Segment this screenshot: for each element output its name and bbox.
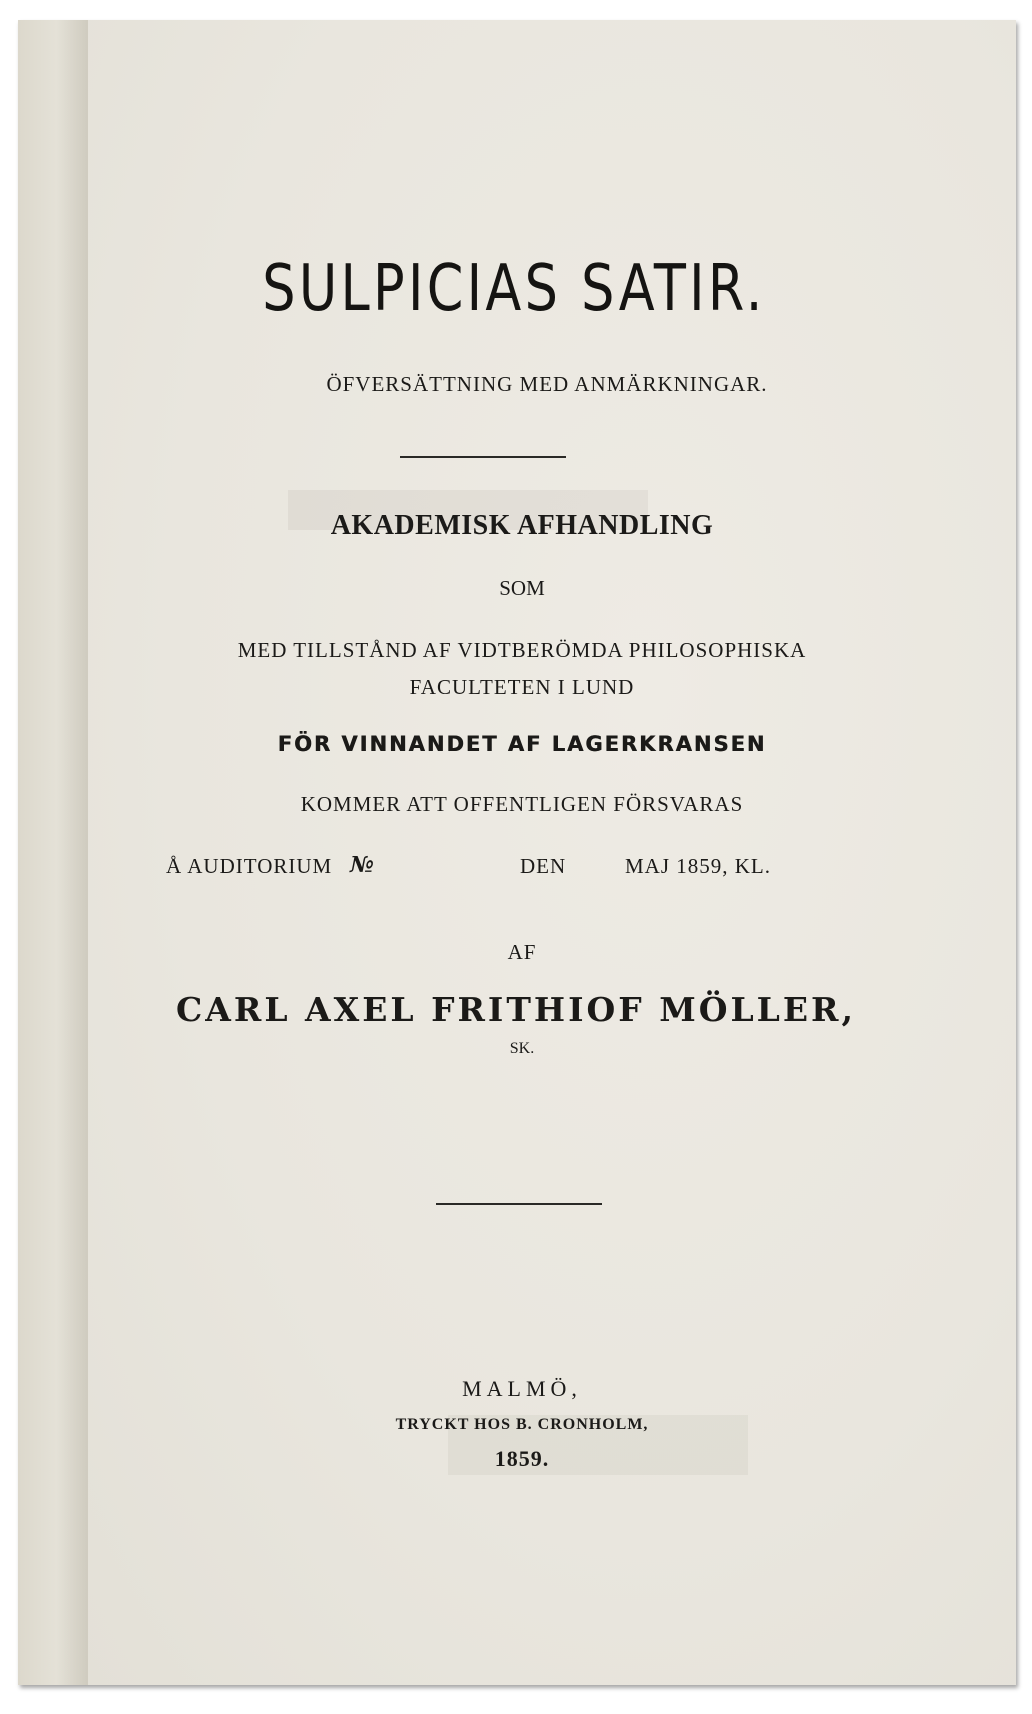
author-suffix: SK. — [509, 1040, 535, 1057]
document-subtitle: ÖFVERSÄTTNING MED ANMÄRKNINGAR. — [326, 372, 768, 396]
auditorium-label: Å AUDITORIUM — [166, 854, 333, 878]
number-sign: № — [350, 852, 375, 878]
book-spine — [18, 20, 89, 1685]
document-title: SULPICIAS SATIR. — [262, 252, 766, 326]
faculty-line: FACULTETEN I LUND — [409, 675, 635, 699]
date-label: MAJ 1859, KL. — [625, 854, 772, 878]
permission-line: MED TILLSTÅND AF VIDTBERÖMDA PHILOSOPHISKA — [237, 638, 807, 662]
title-page — [18, 20, 1016, 1685]
divider-rule — [436, 1203, 602, 1205]
place-line: MALMÖ, — [462, 1376, 582, 1401]
page-content — [88, 20, 1016, 1685]
dissertation-heading: AKADEMISK AFHANDLING — [330, 510, 714, 541]
af-line: AF — [507, 940, 537, 964]
printer-line: TRYCKT HOS B. CRONHOLM, — [395, 1416, 649, 1433]
purpose-line: FÖR VINNANDET AF LAGERKRANSEN — [277, 732, 767, 756]
year-line: 1859. — [494, 1446, 550, 1471]
defense-line: KOMMER ATT OFFENTLIGEN FÖRSVARAS — [300, 792, 744, 816]
divider-rule — [400, 456, 566, 458]
author-name: CARL AXEL FRITHIOF MÖLLER, — [176, 990, 856, 1029]
den-label: DEN — [520, 854, 567, 878]
som-line: SOM — [499, 576, 545, 600]
